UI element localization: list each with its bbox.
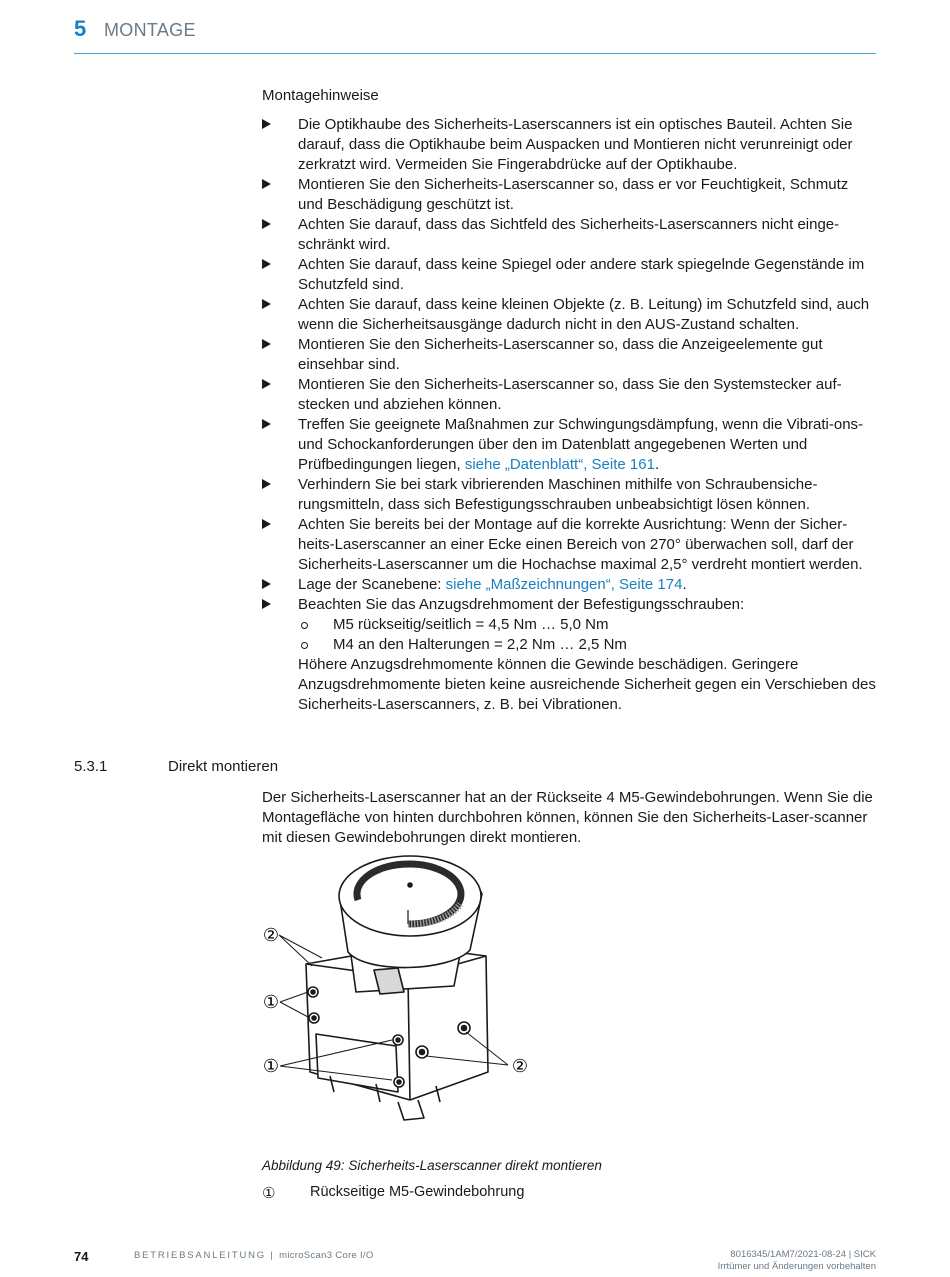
- bullet-triangle-icon: [262, 219, 271, 229]
- list-item: [262, 475, 876, 515]
- list-item: [262, 415, 876, 475]
- callout-1-side: ①: [262, 992, 280, 1013]
- bullet-circle-icon: [301, 622, 308, 629]
- torque-item: [298, 635, 876, 655]
- legend-marker: ①: [262, 1185, 276, 1202]
- bullet-triangle-icon: [262, 119, 271, 129]
- footer-product: microScan3 Core I/O: [279, 1250, 374, 1261]
- section-title: Montagehinweise: [262, 87, 379, 104]
- subsection-paragraph: Der Sicherheits-Laserscanner hat an der Rückseite 4 M5-Gewindebohrungen. Wenn Sie die Montagefläche von hinten durchbohren können, können Sie den Sicherheits-Laser-scanner mit diesen Gewindebohrungen direkt montieren.: [262, 789, 873, 846]
- callout-2-top: ②: [262, 925, 280, 946]
- bullet-triangle-icon: [262, 519, 271, 529]
- list-item-text: Achten Sie darauf, dass keine kleinen Objekte (z. B. Leitung) im Schutzfeld sind, auch wenn die Sicherheitsausgänge dadurch nicht in den AUS-Zustand schalten.: [298, 296, 870, 333]
- page-number: 74: [74, 1249, 89, 1264]
- bullet-triangle-icon: [262, 599, 271, 609]
- list-item: [262, 115, 876, 175]
- list-item: [262, 575, 876, 595]
- list-item-text: Montieren Sie den Sicherheits-Laserscanner so, dass er vor Feuchtigkeit, Schmutz und Beschädigung geschützt ist.: [298, 176, 849, 213]
- torque-list: [298, 615, 876, 655]
- footer-document: [134, 1250, 374, 1261]
- list-item: [262, 215, 876, 255]
- bullet-triangle-icon: [262, 179, 271, 189]
- list-item: [262, 595, 876, 715]
- list-item: [262, 255, 876, 295]
- figure-caption: Abbildung 49: Sicherheits-Laserscanner direkt montieren: [262, 1158, 602, 1173]
- subsection-title: Direkt montieren: [168, 758, 279, 775]
- list-item-text: Die Optikhaube des Sicherheits-Laserscanners ist ein optisches Bauteil. Achten Sie darauf, dass die Optikhaube beim Auspacken und Montieren nicht verunreinigt oder zerkratzt wird. Vermeiden Sie Fingerabdrücke auf der Optikhaube.: [298, 116, 853, 173]
- torque-item: [298, 615, 876, 635]
- list-item: [262, 515, 876, 575]
- bullet-triangle-icon: [262, 299, 271, 309]
- list-item-text: Verhindern Sie bei stark vibrierenden Maschinen mithilfe von Schraubensiche-rungsmitteln, dass sich Befestigungsschrauben unbeabsichtigt lösen können.: [298, 476, 818, 513]
- list-item-text: Beachten Sie das Anzugsdrehmoment der Befestigungsschrauben:: [298, 596, 745, 613]
- subsection-number: 5.3.1: [74, 758, 108, 775]
- list-item: [262, 375, 876, 415]
- bullet-triangle-icon: [262, 579, 271, 589]
- bullet-triangle-icon: [262, 339, 271, 349]
- footer-doc-type: BETRIEBSANLEITUNG: [134, 1250, 266, 1261]
- bullet-triangle-icon: [262, 479, 271, 489]
- datasheet-link[interactable]: siehe „Datenblatt“, Seite 161: [464, 456, 655, 473]
- footer-meta: [718, 1249, 876, 1273]
- list-item-text: Montieren Sie den Sicherheits-Laserscanner so, dass die Anzeigeelemente gut einsehbar sind.: [298, 336, 823, 373]
- bullet-triangle-icon: [262, 259, 271, 269]
- bullet-triangle-icon: [262, 419, 271, 429]
- footer-disclaimer: Irrtümer und Änderungen vorbehalten: [717, 1261, 876, 1272]
- mounting-notes-list: [262, 115, 876, 715]
- torque-note: Höhere Anzugsdrehmomente können die Gewinde beschädigen. Geringere Anzugsdrehmomente bieten keine ausreichende Sicherheit gegen ein Verschieben des Sicherheits-Laserscanners, z. B. bei Vibrationen.: [298, 656, 876, 713]
- list-item-text: Treffen Sie geeignete Maßnahmen zur Schwingungsdämpfung, wenn die Vibrati-ons- und Schockanforderungen über den im Datenblatt angegebenen Werten und Prüfbedingungen liegen,: [298, 416, 864, 473]
- chapter-title: MONTAGE: [104, 20, 196, 40]
- list-item-punctuation: .: [654, 456, 660, 473]
- chapter-header: [74, 16, 876, 54]
- dimension-drawings-link[interactable]: siehe „Maßzeichnungen“, Seite 174: [445, 576, 683, 593]
- callout-2-right: ②: [511, 1056, 529, 1077]
- footer-separator: |: [265, 1250, 280, 1261]
- list-item: [262, 175, 876, 215]
- chapter-number: 5: [74, 16, 87, 41]
- bullet-circle-icon: [301, 642, 308, 649]
- mounting-notes-section: [262, 86, 876, 715]
- list-item-text: Achten Sie darauf, dass keine Spiegel oder andere stark spiegelnde Gegenstände im Schutzfeld sind.: [298, 256, 865, 293]
- list-item-text: Achten Sie bereits bei der Montage auf die korrekte Ausrichtung: Wenn der Sicher-heits-Laserscanner an einer Ecke einen Bereich von 270° überwachen soll, darf der Sicherheits-Laserscanner um die Hochachse maximal 2,5° verdreht montiert werden.: [298, 516, 863, 573]
- list-item-text: Achten Sie darauf, dass das Sichtfeld des Sicherheits-Laserscanners nicht einge-schränkt wird.: [298, 216, 840, 253]
- list-item-text: Lage der Scanebene:: [298, 576, 446, 593]
- torque-item-text: M5 rückseitig/seitlich = 4,5 Nm … 5,0 Nm: [333, 616, 609, 633]
- callout-1-front: ①: [262, 1056, 280, 1077]
- laser-scanner-illustration: [258, 852, 538, 1152]
- footer-doc-id: 8016345/1AM7/2021-08-24 | SICK: [730, 1249, 876, 1260]
- bullet-triangle-icon: [262, 379, 271, 389]
- torque-item-text: M4 an den Halterungen = 2,2 Nm … 2,5 Nm: [333, 636, 627, 653]
- list-item-punctuation: .: [682, 576, 687, 593]
- laser-scanner-figure: [258, 852, 538, 1152]
- list-item: [262, 335, 876, 375]
- list-item: [262, 295, 876, 335]
- list-item-text: Montieren Sie den Sicherheits-Laserscanner so, dass Sie den Systemstecker auf-stecken und abziehen können.: [298, 376, 842, 413]
- legend-text: Rückseitige M5-Gewindebohrung: [310, 1184, 525, 1200]
